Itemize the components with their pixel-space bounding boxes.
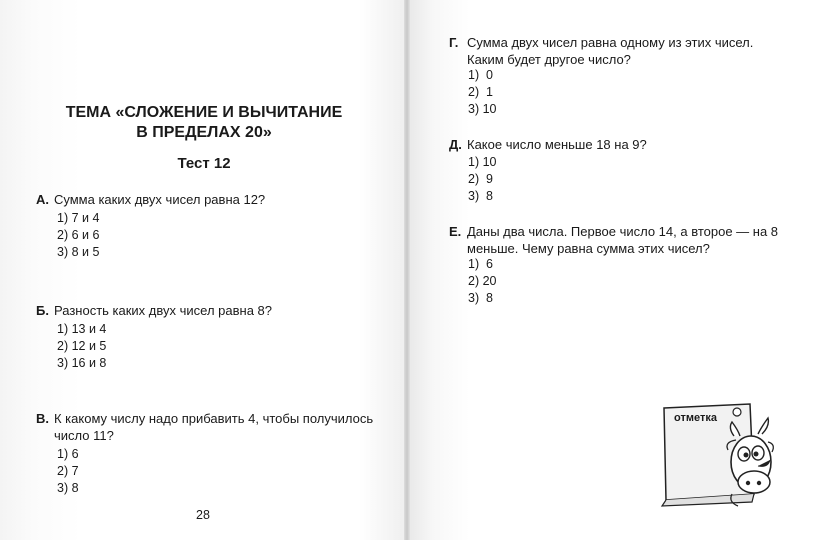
- options-a: [57, 210, 99, 261]
- grade-stamp: [658, 402, 778, 512]
- question-letter: Г.: [449, 35, 459, 50]
- option: 2) 9: [468, 172, 494, 186]
- question-v: [36, 410, 381, 444]
- test-label: Тест 12: [177, 155, 231, 172]
- question-a: [36, 191, 376, 208]
- option: 1) 13 и 4: [57, 322, 107, 336]
- option: 1) 7 и 4: [57, 211, 100, 225]
- question-text: Даны два числа. Первое число 14, а второе — на 8 меньше. Чему равна сумма этих чисел?: [467, 224, 779, 256]
- question-e: [449, 223, 789, 257]
- options-d: [468, 154, 497, 205]
- question-text: К какому числу надо прибавить 4, чтобы получилось число 11?: [54, 411, 374, 443]
- question-letter: Д.: [449, 137, 462, 152]
- option: 2) 6 и 6: [57, 228, 100, 242]
- page-number: 28: [196, 508, 210, 522]
- question-text: Разность каких двух чисел равна 8?: [54, 303, 272, 318]
- question-letter: В.: [36, 411, 49, 426]
- topic-title-line2: В ПРЕДЕЛАХ 20»: [136, 124, 272, 141]
- option: 3) 8: [57, 481, 79, 495]
- options-e: [468, 256, 497, 307]
- topic-title-line1: ТЕМА «СЛОЖЕНИЕ И ВЫЧИТАНИЕ: [65, 104, 343, 121]
- question-text: Сумма двух чисел равна одному из этих чисел. Каким будет другое число?: [467, 35, 754, 67]
- question-b: [36, 302, 376, 319]
- option: 1) 6: [57, 447, 79, 461]
- option: 1) 0: [468, 68, 494, 82]
- question-g: [449, 34, 789, 68]
- option: 3) 16 и 8: [57, 356, 107, 370]
- option: 2) 1: [468, 85, 494, 99]
- option: 3) 8 и 5: [57, 245, 100, 259]
- options-v: [57, 446, 79, 497]
- options-b: [57, 321, 106, 372]
- question-letter: Е.: [449, 224, 462, 239]
- question-text: Сумма каких двух чисел равна 12?: [54, 192, 266, 207]
- option: 1) 10: [468, 155, 497, 169]
- option: 3) 8: [468, 291, 494, 305]
- option: 3) 8: [468, 189, 494, 203]
- question-text: Какое число меньше 18 на 9?: [467, 137, 647, 152]
- option: 2) 12 и 5: [57, 339, 107, 353]
- option: 1) 6: [468, 257, 494, 271]
- option: 2) 20: [468, 274, 497, 288]
- option: 3) 10: [468, 102, 497, 116]
- options-g: [468, 67, 497, 118]
- stamp-label: отметка: [674, 412, 717, 424]
- book-spine: [404, 0, 410, 540]
- option: 2) 7: [57, 464, 79, 478]
- question-letter: Б.: [36, 303, 49, 318]
- question-d: [449, 136, 789, 153]
- question-letter: А.: [36, 192, 49, 207]
